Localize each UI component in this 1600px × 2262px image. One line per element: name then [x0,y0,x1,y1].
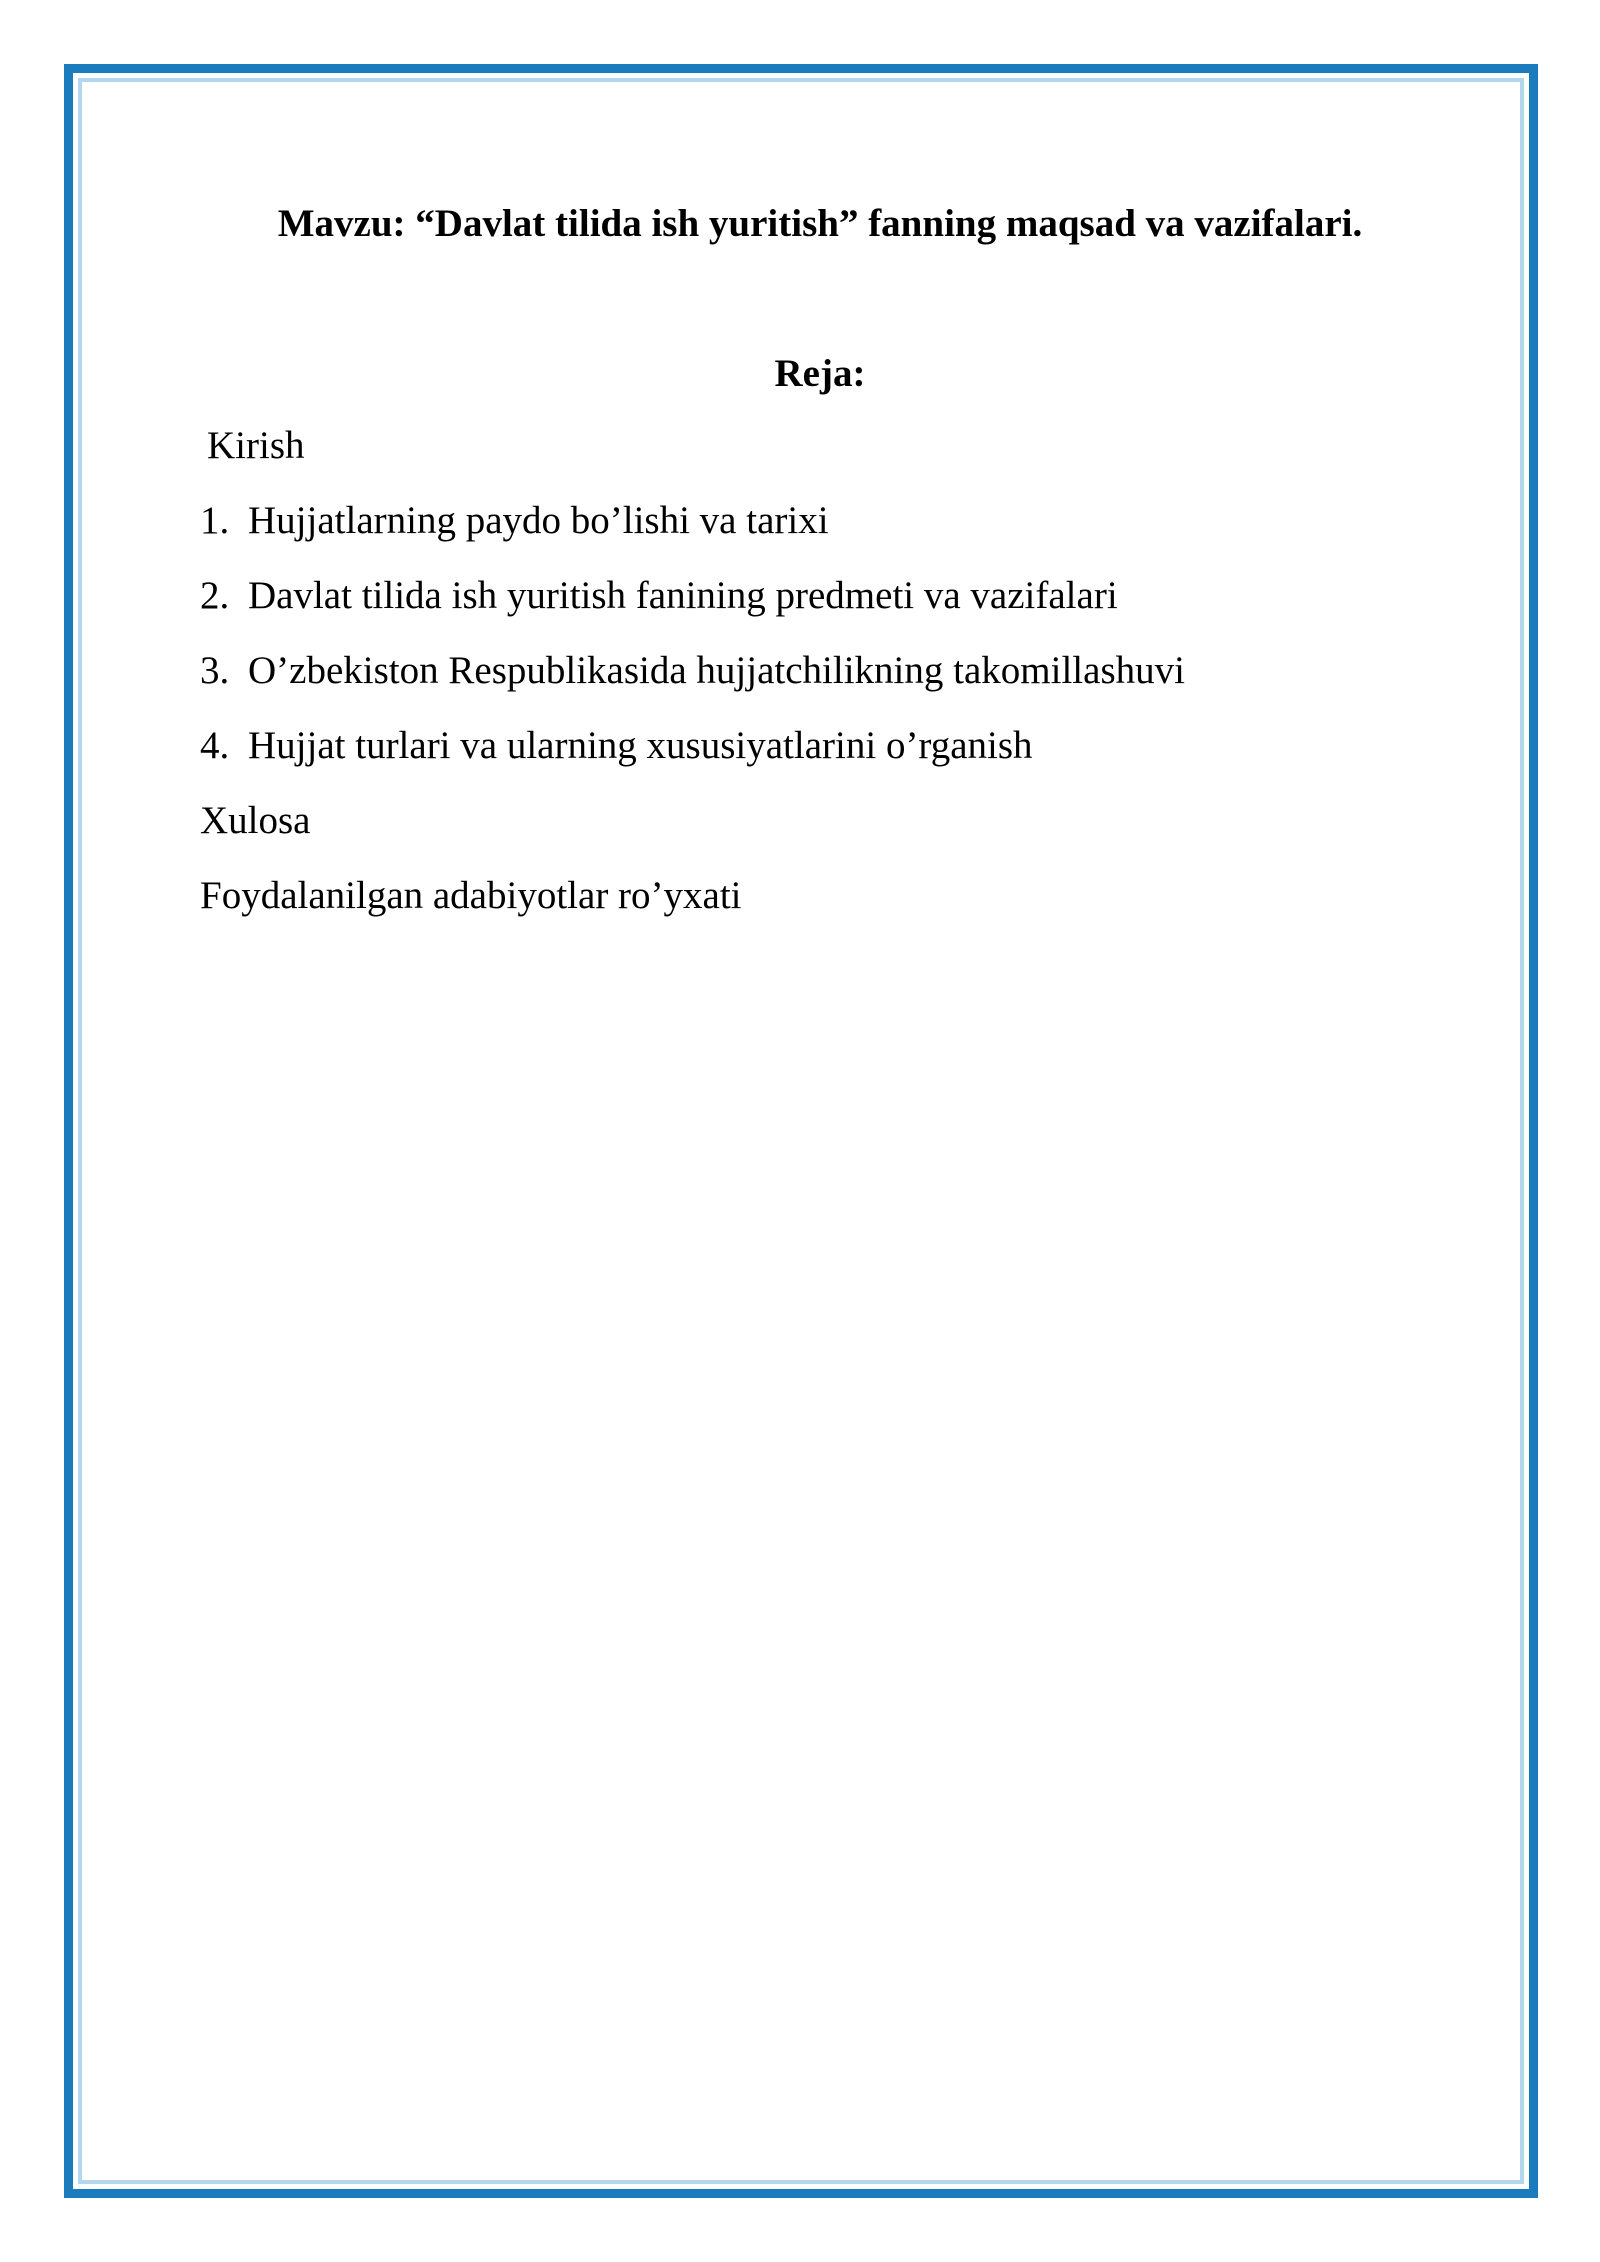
plan-conclusion: Xulosa [200,799,311,842]
plan-references: Foydalanilgan adabiyotlar ro’yxati [200,874,742,917]
plan-item-text: Davlat tilida ish yuritish fanining predmeti va vazifalari [248,574,1118,617]
plan-item-4 [200,718,1033,774]
plan-item-1 [200,493,829,549]
plan-heading: Reja: [774,352,866,395]
plan-item-text: Hujjat turlari va ularning xususiyatlarini o’rganish [248,724,1033,767]
plan-item-text: Hujjatlarning paydo bo’lishi va tarixi [248,499,829,542]
plan-item-number: 1. [200,499,230,542]
plan-item-number: 4. [200,724,230,767]
plan-item-number: 2. [200,574,230,617]
plan-item-3 [200,643,1185,699]
document-title: Mavzu: “Davlat tilida ish yuritish” fanning maqsad va vazifalari. [277,202,1363,245]
plan-item-number: 3. [200,649,230,692]
plan-item-2 [200,568,1118,624]
plan-intro: Kirish [207,424,305,467]
plan-item-text: O’zbekiston Respublikasida hujjatchilikning takomillashuvi [248,649,1185,692]
